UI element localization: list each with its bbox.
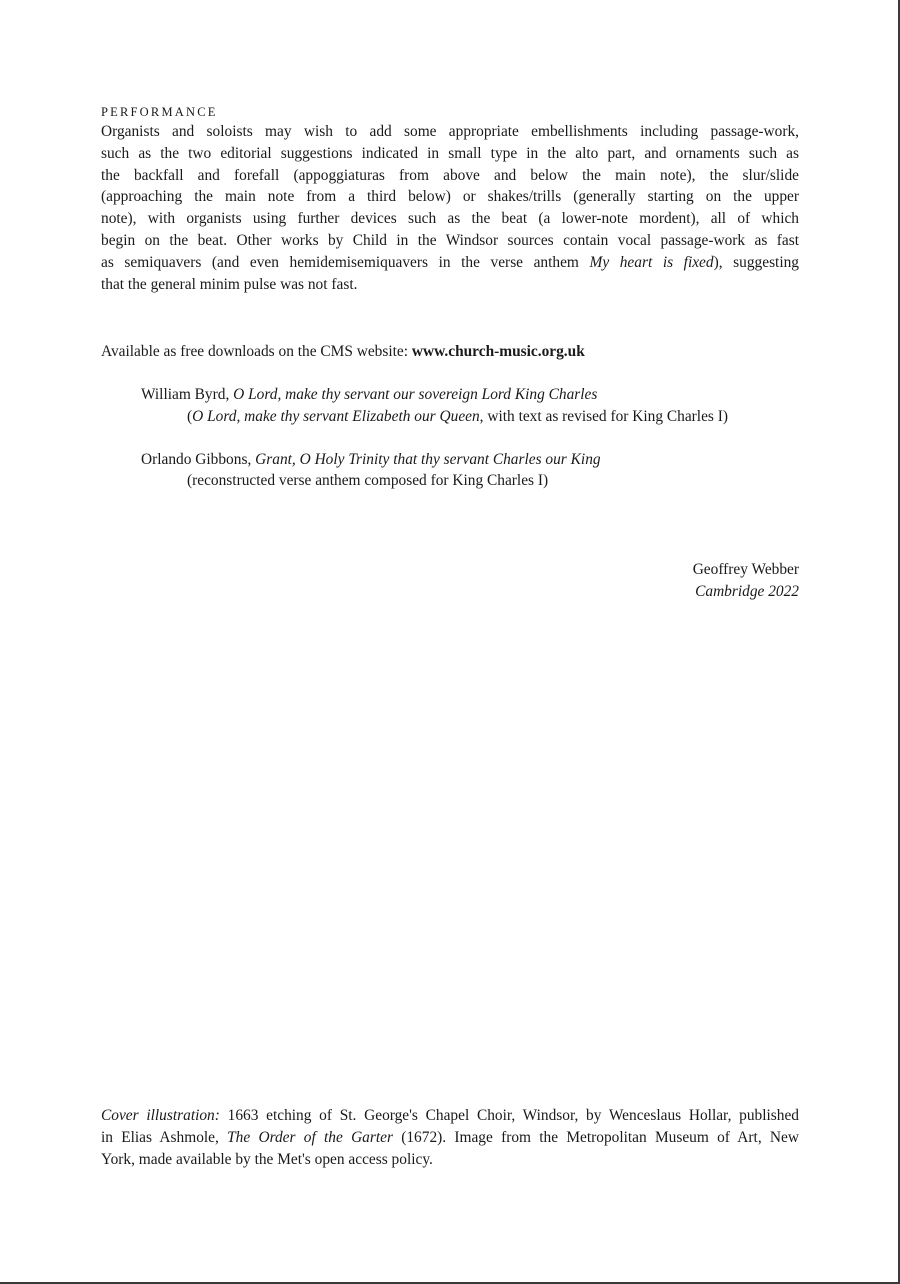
work-note: (reconstructed verse anthem composed for King Charles I): [187, 472, 549, 490]
paragraph-text: as semiquavers (and even hemidemisemiquavers in the verse anthem: [101, 253, 590, 271]
author-name: Geoffrey Webber: [692, 561, 799, 578]
paragraph-line: the backfall and forefall (appoggiaturas from above and below the main note), the slur/slide: [101, 166, 799, 184]
anthem-title: My heart is fixed: [589, 253, 714, 271]
cover-label: Cover illustration:: [101, 1107, 220, 1124]
work-title: O Lord, make thy servant our sovereign Lord King Charles: [233, 386, 598, 403]
cover-line: [101, 1105, 799, 1127]
performance-section: [101, 104, 799, 295]
year: 2022: [768, 583, 799, 600]
cover-text: in Elias Ashmole,: [101, 1128, 228, 1146]
paragraph-line: begin on the beat. Other works by Child in the Windsor sources contain vocal passage-work as fast: [101, 231, 799, 249]
composer-name: Orlando Gibbons,: [141, 450, 256, 468]
place-date: [693, 581, 799, 603]
cover-text: 1663 etching of St. George's Chapel Choir, Windsor, by Wenceslaus Hollar, published: [219, 1107, 799, 1124]
signature: [693, 559, 799, 603]
cover-text: (1672). Image from the Metropolitan Museum of Art, New: [392, 1128, 799, 1146]
cover-illustration-note: [101, 1105, 799, 1170]
note-text: , with text as revised for King Charles I): [479, 407, 728, 425]
work-title-line: [141, 384, 801, 406]
composer-name: William Byrd,: [141, 386, 234, 403]
paragraph-text: ), suggesting: [713, 253, 799, 271]
website-link[interactable]: www.church-music.org.uk: [411, 343, 585, 360]
work-item: [141, 384, 801, 428]
downloads-intro: [101, 341, 585, 362]
paragraph-line: Organists and soloists may wish to add some appropriate embellishments including passage-work,: [101, 123, 799, 140]
paragraph-line: that the general minim pulse was not fast.: [101, 275, 358, 293]
paragraph-line: note), with organists using further devices such as the beat (a lower-note mordent), all of which: [101, 210, 799, 228]
original-title: O Lord, make thy servant Elizabeth our Queen: [192, 407, 480, 425]
performance-paragraph: [101, 121, 799, 295]
book-title: The Order of the Garter: [227, 1128, 393, 1146]
paragraph-line: [101, 252, 799, 274]
work-title-line: [141, 449, 801, 471]
downloads-text: Available as free downloads on the CMS website:: [101, 343, 412, 360]
work-title: Grant, O Holy Trinity that thy servant Charles our King: [255, 450, 601, 468]
note-paren: (: [187, 407, 193, 425]
work-item: [141, 449, 801, 493]
paragraph-line: such as the two editorial suggestions indicated in small type in the alto part, and ornaments such as: [101, 144, 799, 162]
works-list: [141, 384, 801, 513]
cover-line: York, made available by the Met's open access policy.: [101, 1150, 433, 1168]
paragraph-line: (approaching the main note from a third below) or shakes/trills (generally starting on the upper: [101, 188, 799, 206]
section-heading: PERFORMANCE: [101, 105, 218, 119]
cover-line: [101, 1127, 799, 1149]
place: Cambridge: [695, 583, 769, 600]
work-note: [141, 406, 801, 428]
